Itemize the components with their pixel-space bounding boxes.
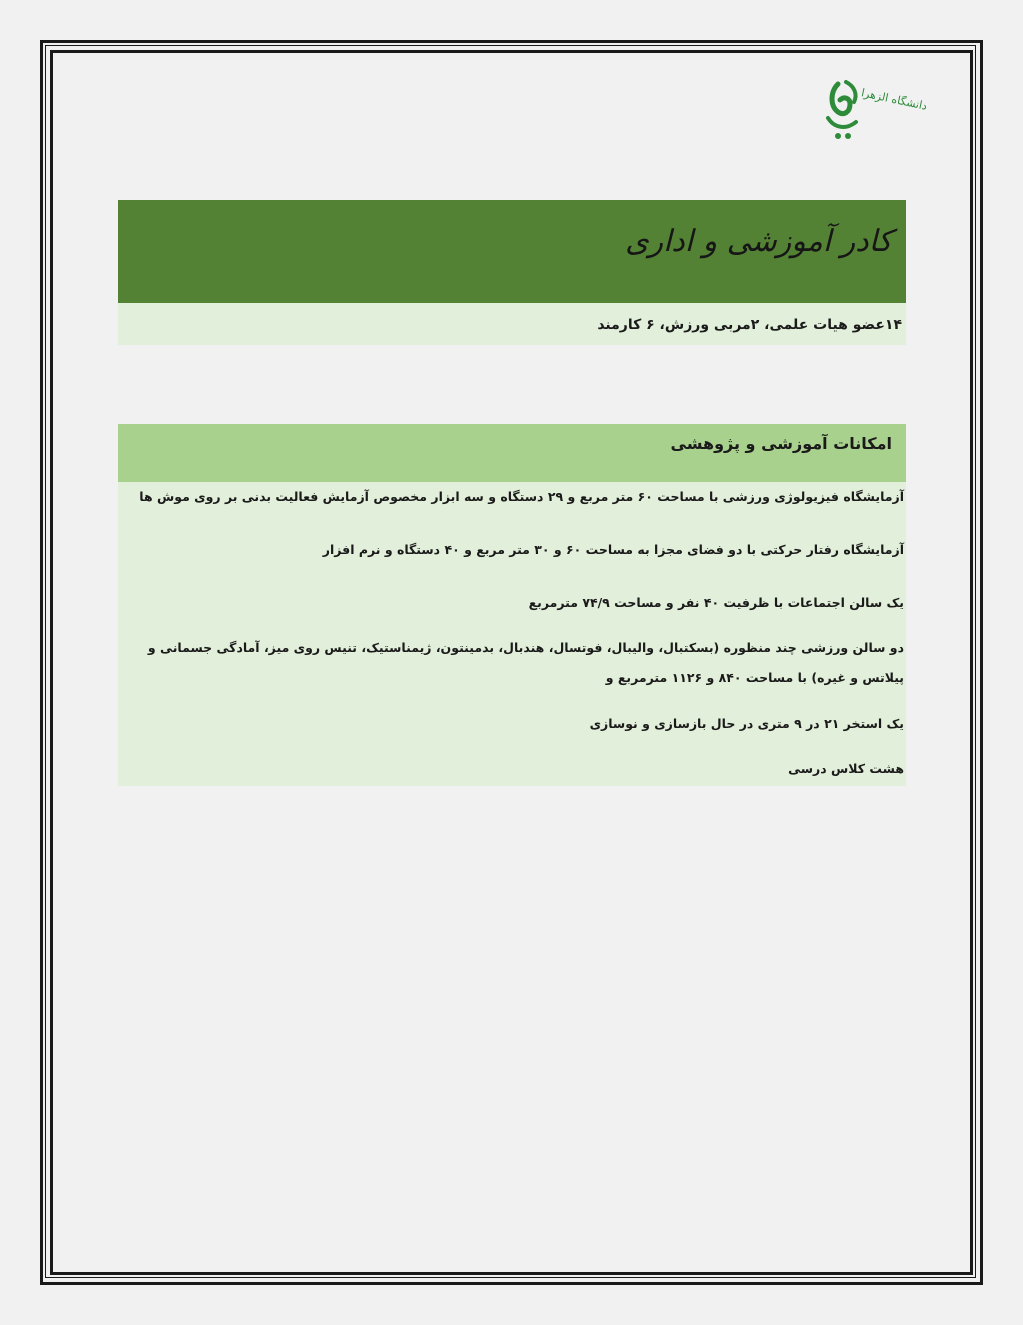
staff-summary: ۱۴عضو هیات علمی، ۲مربی ورزش، ۶ کارمند bbox=[597, 317, 902, 333]
university-logo-text: دانشگاه الزهرا bbox=[860, 86, 929, 113]
facility-item: دو سالن ورزشی چند منظوره (بسکتبال، والیبال، فوتسال، هندبال، بدمینتون، ژیمناستیک، تنیس روی میز، آمادگی جسمانی و پیلاتس و غیره) با مساحت ۸۴۰ و ۱۱۲۶ مترمربع و bbox=[147, 640, 904, 685]
facility-item: یک سالن اجتماعات با ظرفیت ۴۰ نفر و مساحت ۷۴/۹ مترمربع bbox=[528, 595, 904, 610]
staff-section-title: کادر آموزشی و اداری bbox=[625, 224, 892, 259]
facility-item: آزمایشگاه رفتار حرکتی با دو فضای مجزا به مساحت ۶۰ و ۳۰ متر مربع و ۴۰ دستگاه و نرم افزار bbox=[322, 542, 904, 557]
facility-item: یک استخر ۲۱ در ۹ متری در حال بازسازی و نوسازی bbox=[589, 716, 904, 731]
facility-item: آزمایشگاه فیزیولوژی ورزشی با مساحت ۶۰ متر مربع و ۲۹ دستگاه و سه ابزار مخصوص آزمایش فعالیت بدنی بر روی موش ها bbox=[139, 489, 904, 504]
staff-section-header bbox=[118, 200, 906, 303]
facility-item: هشت کلاس درسی bbox=[788, 761, 904, 776]
facilities-section-body bbox=[118, 482, 906, 786]
staff-section-body bbox=[118, 303, 906, 345]
facilities-section-header bbox=[118, 424, 906, 482]
facilities-section-title: امکانات آموزشی و پژوهشی bbox=[670, 434, 892, 453]
